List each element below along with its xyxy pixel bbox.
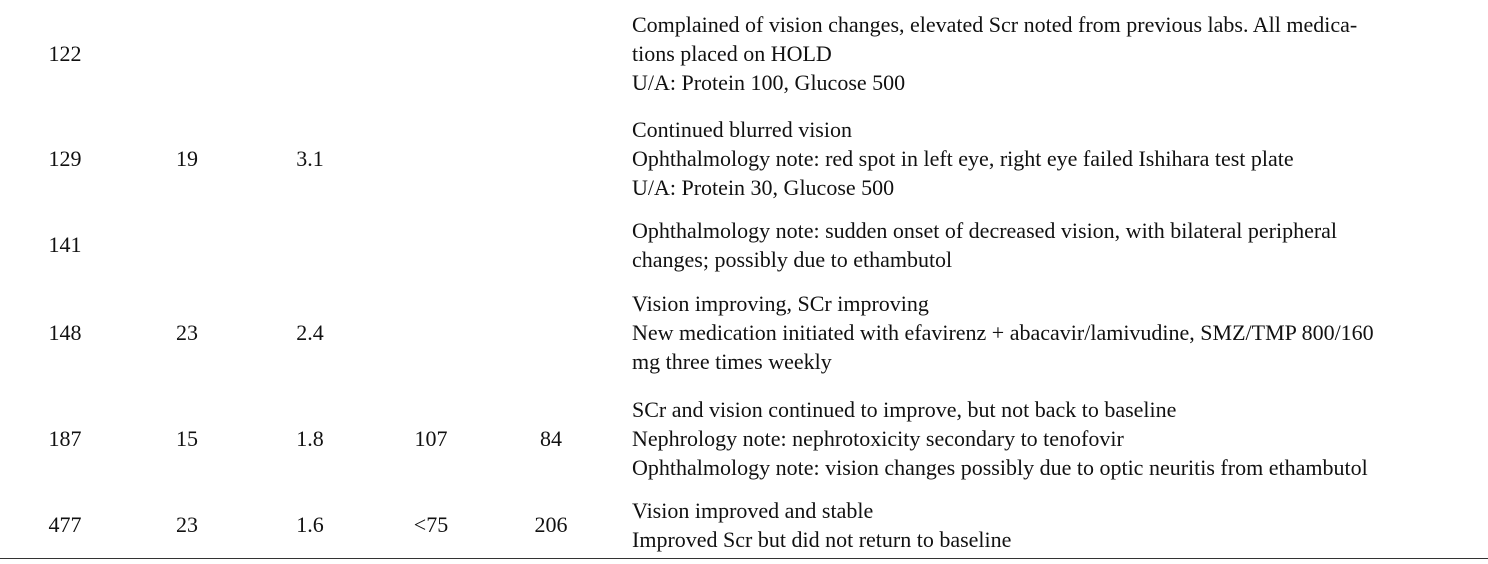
note-line: U/A: Protein 30, Glucose 500 — [632, 175, 895, 200]
note-line: SCr and vision continued to improve, but not back to baseline — [632, 397, 1177, 422]
value-cell-2: 1.8 — [296, 426, 324, 451]
note-line: Ophthalmology note: sudden onset of decreased vision, with bilateral peripheral — [632, 218, 1338, 243]
day-cell: 122 — [48, 41, 82, 66]
value-cell-2: 2.4 — [296, 320, 324, 345]
note-line: changes; possibly due to ethambutol — [632, 247, 953, 272]
value-cell-4: 84 — [540, 426, 562, 451]
note-line: Improved Scr but did not return to baseline — [632, 527, 1012, 552]
day-cell: 129 — [48, 146, 82, 171]
value-cell-3: <75 — [413, 512, 449, 537]
day-cell: 477 — [48, 512, 82, 537]
notes-cell — [632, 115, 1472, 202]
notes-cell — [632, 289, 1472, 376]
note-line: mg three times weekly — [632, 349, 832, 374]
notes-cell — [632, 216, 1472, 274]
value-cell-1: 23 — [176, 512, 198, 537]
note-line: Ophthalmology note: red spot in left eye, right eye failed Ishihara test plate — [632, 146, 1294, 171]
note-line: New medication initiated with efavirenz + abacavir/lamivudine, SMZ/TMP 800/160 — [632, 320, 1374, 345]
note-line: Vision improved and stable — [632, 498, 874, 523]
note-line: Nephrology note: nephrotoxicity secondary to tenofovir — [632, 426, 1124, 451]
value-cell-1: 19 — [176, 146, 198, 171]
value-cell-1: 23 — [176, 320, 198, 345]
note-line: U/A: Protein 100, Glucose 500 — [632, 70, 906, 95]
note-line: Ophthalmology note: vision changes possibly due to optic neuritis from ethambutol — [632, 455, 1368, 480]
notes-cell — [632, 395, 1472, 482]
note-line: Complained of vision changes, elevated Scr noted from previous labs. All medica- — [632, 12, 1358, 37]
day-cell: 148 — [48, 320, 82, 345]
value-cell-1: 15 — [176, 426, 198, 451]
value-cell-2: 1.6 — [296, 512, 324, 537]
value-cell-3: 107 — [414, 426, 448, 451]
table-bottom-rule — [0, 558, 1488, 559]
day-cell: 141 — [48, 232, 82, 257]
notes-cell — [632, 10, 1472, 97]
note-line: Vision improving, SCr improving — [632, 291, 929, 316]
notes-cell — [632, 496, 1472, 554]
note-line: Continued blurred vision — [632, 117, 852, 142]
day-cell: 187 — [48, 426, 82, 451]
note-line: tions placed on HOLD — [632, 41, 832, 66]
value-cell-4: 206 — [534, 512, 568, 537]
value-cell-2: 3.1 — [296, 146, 324, 171]
